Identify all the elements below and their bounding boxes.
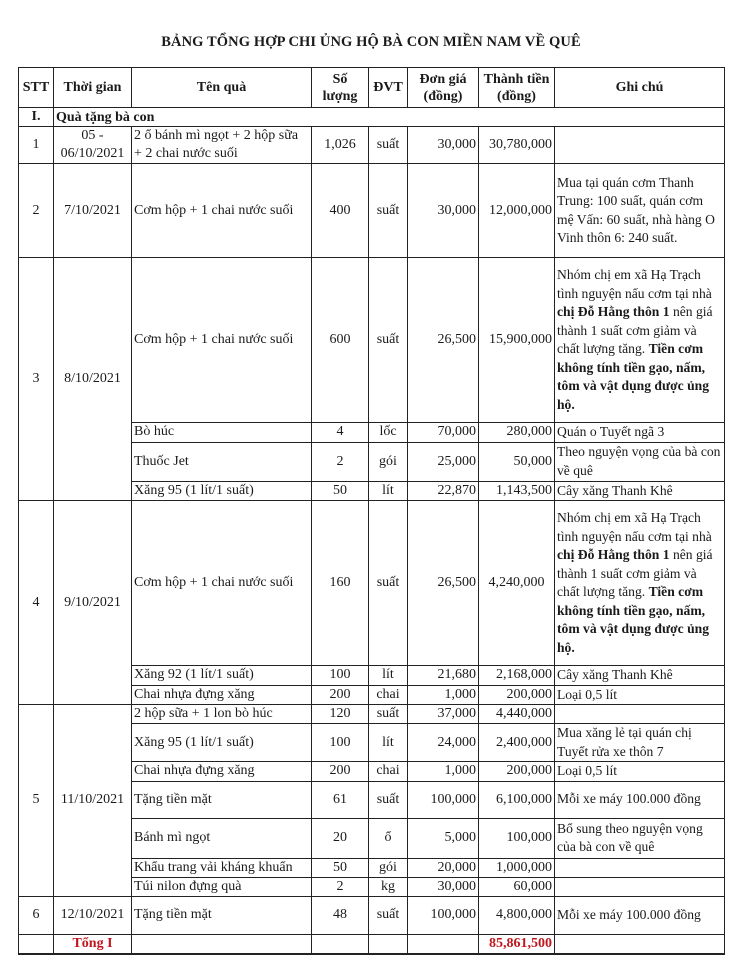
table-row	[19, 164, 725, 258]
total-cell: 4,240,000	[479, 501, 555, 666]
price-cell: 20,000	[408, 858, 479, 877]
qty-cell: 4	[312, 423, 369, 443]
stt-cell: 3	[19, 258, 54, 501]
note-cell: Mua xăng lẻ tại quán chị Tuyết rửa xe thôn 7	[555, 724, 725, 762]
qty-cell: 120	[312, 705, 369, 724]
stt-cell: 4	[19, 501, 54, 705]
price-cell: 30,000	[408, 164, 479, 258]
note-cell: Cây xăng Thanh Khê	[555, 666, 725, 686]
total-cell: 2,168,000	[479, 666, 555, 686]
item-name: Cơm hộp + 1 chai nước suối	[132, 164, 312, 258]
price-cell: 26,500	[408, 258, 479, 423]
date-cell: 05 - 06/10/2021	[54, 127, 132, 164]
item-name: Chai nhựa đựng xăng	[132, 685, 312, 705]
price-cell: 70,000	[408, 423, 479, 443]
unit-cell: suất	[369, 127, 408, 164]
unit-cell: chai	[369, 762, 408, 782]
item-name: 2 ổ bánh mì ngọt + 2 hộp sữa + 2 chai nước suối	[132, 127, 312, 164]
stt-cell: 1	[19, 127, 54, 164]
item-name: Bò húc	[132, 423, 312, 443]
unit-cell: suất	[369, 501, 408, 666]
item-name: Cơm hộp + 1 chai nước suối	[132, 258, 312, 423]
price-cell: 30,000	[408, 127, 479, 164]
total-label: Tổng I	[54, 934, 132, 954]
total-cell: 280,000	[479, 423, 555, 443]
price-cell: 24,000	[408, 724, 479, 762]
header-row	[19, 68, 725, 108]
qty-cell: 100	[312, 666, 369, 686]
unit-cell: lít	[369, 481, 408, 501]
note-cell: Mỗi xe máy 100.000 đồng	[555, 896, 725, 934]
table-row	[19, 501, 725, 666]
table-row	[19, 258, 725, 423]
item-name: Chai nhựa đựng xăng	[132, 762, 312, 782]
price-cell: 25,000	[408, 442, 479, 481]
item-name: Xăng 95 (1 lít/1 suất)	[132, 481, 312, 501]
note-cell: Nhóm chị em xã Hạ Trạch tình nguyện nấu cơm tại nhà chị Đỗ Hằng thôn 1 nên giá thành 1 suất cơm giảm và chất lượng tăng. Tiền cơm không tính tiền gạo, nấm, tôm và vật dụng được ủng hộ.	[555, 258, 725, 423]
total-cell: 200,000	[479, 685, 555, 705]
date-cell: 11/10/2021	[54, 705, 132, 897]
price-cell: 30,000	[408, 877, 479, 896]
total-cell: 4,440,000	[479, 705, 555, 724]
price-cell: 37,000	[408, 705, 479, 724]
price-cell: 1,000	[408, 762, 479, 782]
unit-cell: ổ	[369, 818, 408, 858]
col-stt: STT	[19, 68, 54, 108]
item-name: Khẩu trang vải kháng khuẩn	[132, 858, 312, 877]
qty-cell: 2	[312, 442, 369, 481]
unit-cell: suất	[369, 896, 408, 934]
qty-cell: 200	[312, 762, 369, 782]
note-cell	[555, 127, 725, 164]
total-cell: 4,800,000	[479, 896, 555, 934]
unit-cell: chai	[369, 685, 408, 705]
note-cell	[555, 705, 725, 724]
price-cell: 22,870	[408, 481, 479, 501]
item-name: Xăng 92 (1 lít/1 suất)	[132, 666, 312, 686]
total-cell: 200,000	[479, 762, 555, 782]
total-cell: 2,400,000	[479, 724, 555, 762]
total-cell: 50,000	[479, 442, 555, 481]
unit-cell: suất	[369, 705, 408, 724]
note-cell	[555, 877, 725, 896]
unit-cell: suất	[369, 258, 408, 423]
price-cell: 100,000	[408, 781, 479, 818]
item-name: Túi nilon đựng quà	[132, 877, 312, 896]
summary-table	[18, 67, 725, 955]
col-ten-qua: Tên quà	[132, 68, 312, 108]
total-value: 85,861,500	[479, 934, 555, 954]
total-cell: 1,143,500	[479, 481, 555, 501]
unit-cell: lốc	[369, 423, 408, 443]
section-row	[19, 108, 725, 127]
total-cell: 1,000,000	[479, 858, 555, 877]
total-cell: 12,000,000	[479, 164, 555, 258]
unit-cell: kg	[369, 877, 408, 896]
item-name: Bánh mì ngọt	[132, 818, 312, 858]
note-cell: Cây xăng Thanh Khê	[555, 481, 725, 501]
unit-cell: suất	[369, 781, 408, 818]
unit-cell: gói	[369, 442, 408, 481]
total-cell: 60,000	[479, 877, 555, 896]
item-name: Cơm hộp + 1 chai nước suối	[132, 501, 312, 666]
stt-cell: 2	[19, 164, 54, 258]
col-don-gia: Đơn giá (đồng)	[408, 68, 479, 108]
note-cell: Mỗi xe máy 100.000 đồng	[555, 781, 725, 818]
col-so-luong: Số lượng	[312, 68, 369, 108]
unit-cell: lít	[369, 724, 408, 762]
date-cell: 9/10/2021	[54, 501, 132, 705]
col-thoi-gian: Thời gian	[54, 68, 132, 108]
section-label: Quà tặng bà con	[54, 108, 725, 127]
total-row	[19, 934, 725, 954]
qty-cell: 50	[312, 858, 369, 877]
qty-cell: 400	[312, 164, 369, 258]
qty-cell: 50	[312, 481, 369, 501]
price-cell: 1,000	[408, 685, 479, 705]
price-cell: 5,000	[408, 818, 479, 858]
qty-cell: 20	[312, 818, 369, 858]
qty-cell: 100	[312, 724, 369, 762]
stt-cell: 5	[19, 705, 54, 897]
price-cell: 26,500	[408, 501, 479, 666]
price-cell: 21,680	[408, 666, 479, 686]
total-cell: 30,780,000	[479, 127, 555, 164]
item-name: Xăng 95 (1 lít/1 suất)	[132, 724, 312, 762]
qty-cell: 160	[312, 501, 369, 666]
col-dvt: ĐVT	[369, 68, 408, 108]
item-name: Thuốc Jet	[132, 442, 312, 481]
note-cell: Loại 0,5 lít	[555, 762, 725, 782]
stt-cell: 6	[19, 896, 54, 934]
note-cell: Theo nguyện vọng của bà con về quê	[555, 442, 725, 481]
qty-cell: 1,026	[312, 127, 369, 164]
unit-cell: suất	[369, 164, 408, 258]
note-cell: Nhóm chị em xã Hạ Trạch tình nguyện nấu cơm tại nhà chị Đỗ Hằng thôn 1 nên giá thành 1 suất cơm giảm và chất lượng tăng. Tiền cơm không tính tiền gạo, nấm, tôm và vật dụng được ủng hộ.	[555, 501, 725, 666]
note-cell: Loại 0,5 lít	[555, 685, 725, 705]
unit-cell: gói	[369, 858, 408, 877]
note-cell	[555, 858, 725, 877]
qty-cell: 48	[312, 896, 369, 934]
qty-cell: 600	[312, 258, 369, 423]
qty-cell: 200	[312, 685, 369, 705]
note-cell: Bổ sung theo nguyện vọng của bà con về quê	[555, 818, 725, 858]
date-cell: 12/10/2021	[54, 896, 132, 934]
page-title: BẢNG TỔNG HỢP CHI ỦNG HỘ BÀ CON MIỀN NAM VỀ QUÊ	[161, 34, 581, 50]
total-cell: 100,000	[479, 818, 555, 858]
date-cell: 8/10/2021	[54, 258, 132, 501]
date-cell: 7/10/2021	[54, 164, 132, 258]
qty-cell: 2	[312, 877, 369, 896]
table-row	[19, 896, 725, 934]
table-row	[19, 127, 725, 164]
total-cell: 6,100,000	[479, 781, 555, 818]
qty-cell: 61	[312, 781, 369, 818]
section-index: I.	[19, 108, 54, 127]
price-cell: 100,000	[408, 896, 479, 934]
unit-cell: lít	[369, 666, 408, 686]
col-ghi-chu: Ghi chú	[555, 68, 725, 108]
item-name: Tặng tiền mặt	[132, 896, 312, 934]
table-row	[19, 705, 725, 724]
total-cell: 15,900,000	[479, 258, 555, 423]
note-cell: Mua tại quán cơm Thanh Trung: 100 suất, quán cơm mệ Vấn: 60 suất, nhà hàng O Vinh thôn 6: 240 suất.	[555, 164, 725, 258]
item-name: 2 hộp sữa + 1 lon bò húc	[132, 705, 312, 724]
item-name: Tặng tiền mặt	[132, 781, 312, 818]
col-thanh-tien: Thành tiền (đồng)	[479, 68, 555, 108]
note-cell: Quán o Tuyết ngã 3	[555, 423, 725, 443]
